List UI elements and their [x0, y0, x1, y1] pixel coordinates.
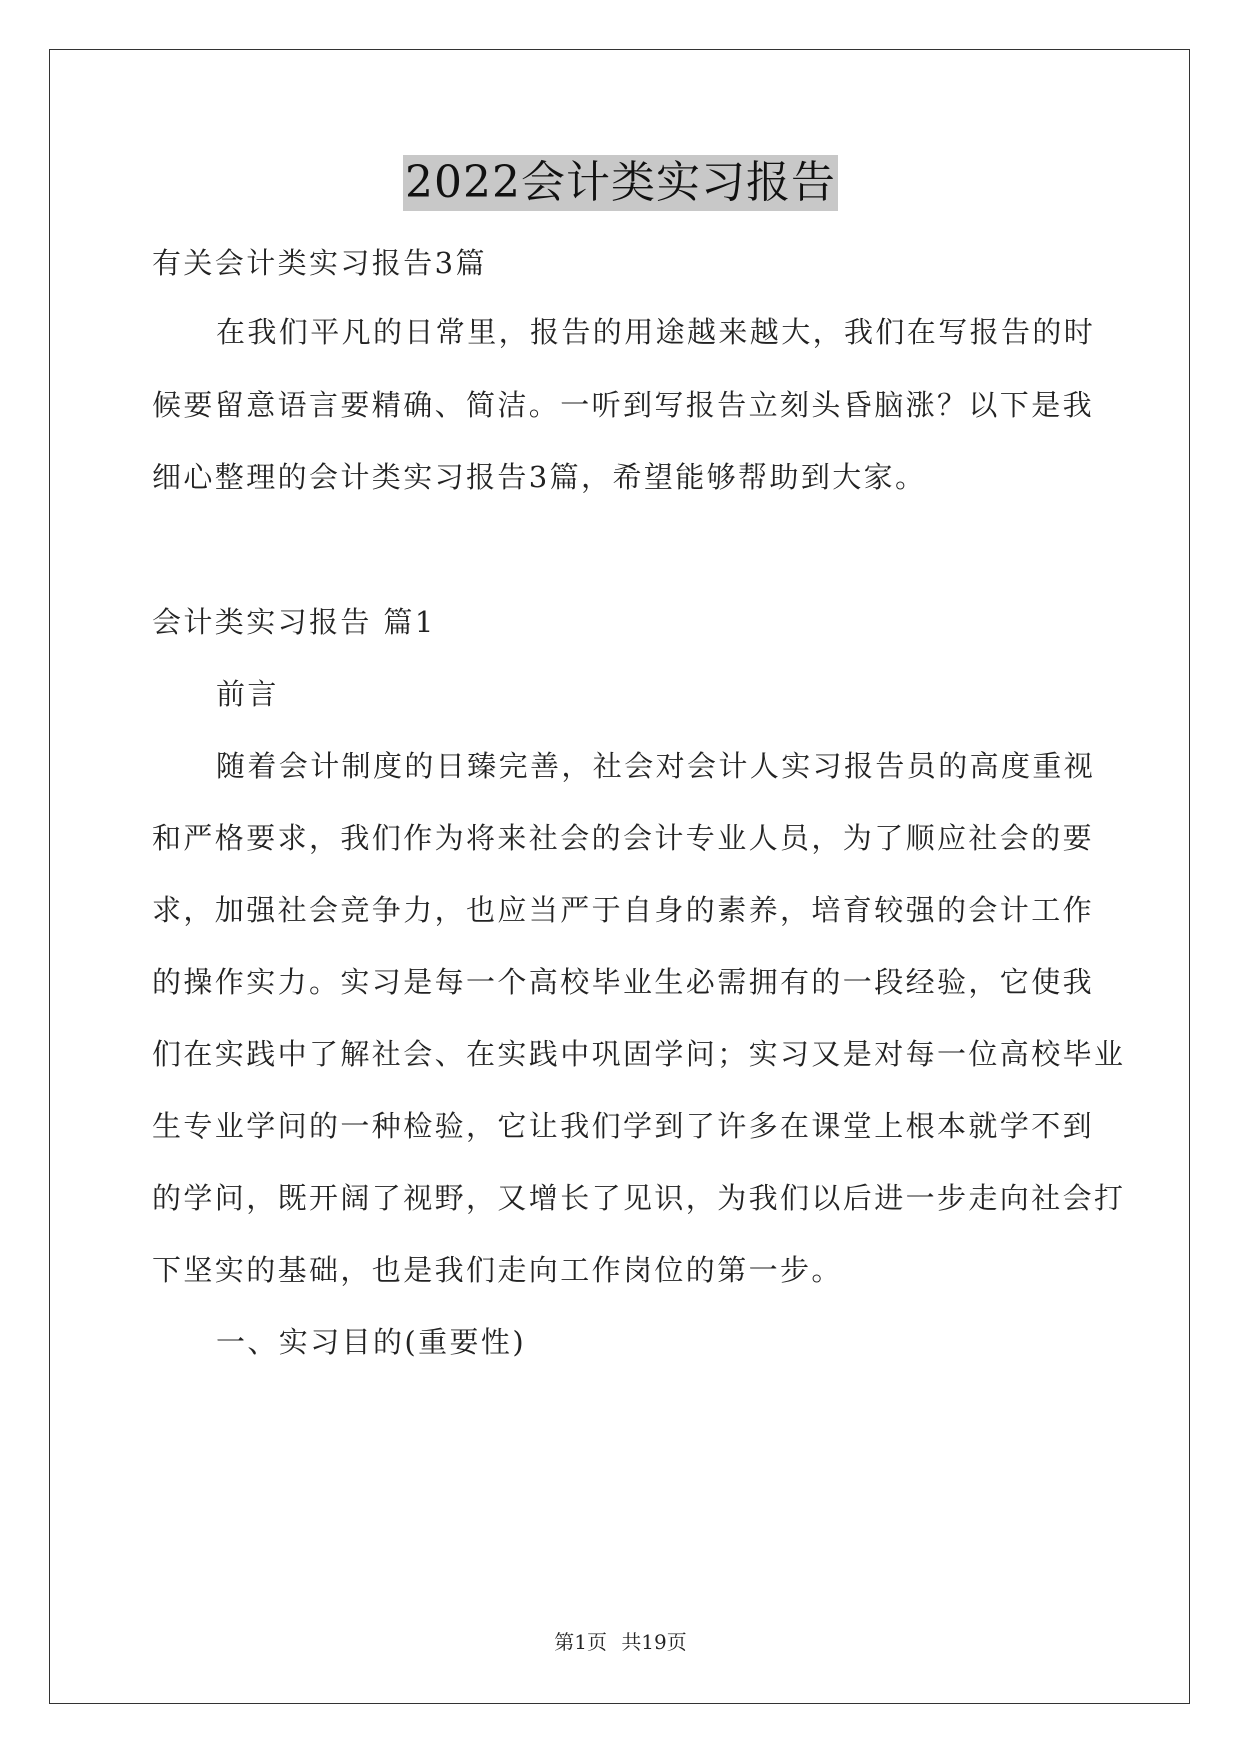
document-title: 2022会计类实习报告 [403, 155, 838, 211]
page-border [49, 49, 1190, 1704]
intro-line-3: 细心整理的会计类实习报告3篇，希望能够帮助到大家。 [152, 460, 927, 494]
body-line-4: 的操作实力。实习是每一个高校毕业生必需拥有的一段经验，它使我 [152, 965, 1095, 999]
subsection-heading: 一、实习目的(重要性) [216, 1325, 527, 1359]
subtitle-line: 有关会计类实习报告3篇 [152, 246, 487, 280]
page-total: 共19页 [621, 1630, 687, 1654]
body-line-6: 生专业学问的一种检验，它让我们学到了许多在课堂上根本就学不到 [152, 1109, 1095, 1143]
title-container [0, 155, 1241, 211]
body-line-2: 和严格要求，我们作为将来社会的会计专业人员，为了顺应社会的要 [152, 821, 1095, 855]
body-line-7: 的学问，既开阔了视野，又增长了见识，为我们以后进一步走向社会打 [152, 1181, 1126, 1215]
preface-heading: 前言 [216, 677, 279, 711]
page-footer [0, 1628, 1241, 1656]
body-line-3: 求，加强社会竞争力，也应当严于自身的素养，培育较强的会计工作 [152, 893, 1095, 927]
page-number: 第1页 [554, 1630, 607, 1654]
section-heading: 会计类实习报告 篇1 [152, 605, 436, 639]
intro-line-2: 候要留意语言要精确、简洁。一听到写报告立刻头昏脑涨？以下是我 [152, 388, 1095, 422]
body-line-8: 下坚实的基础，也是我们走向工作岗位的第一步。 [152, 1253, 843, 1287]
intro-line-1: 在我们平凡的日常里，报告的用途越来越大，我们在写报告的时 [216, 315, 1096, 349]
body-line-1: 随着会计制度的日臻完善，社会对会计人实习报告员的高度重视 [216, 749, 1096, 783]
body-line-5: 们在实践中了解社会、在实践中巩固学问；实习又是对每一位高校毕业 [152, 1037, 1126, 1071]
